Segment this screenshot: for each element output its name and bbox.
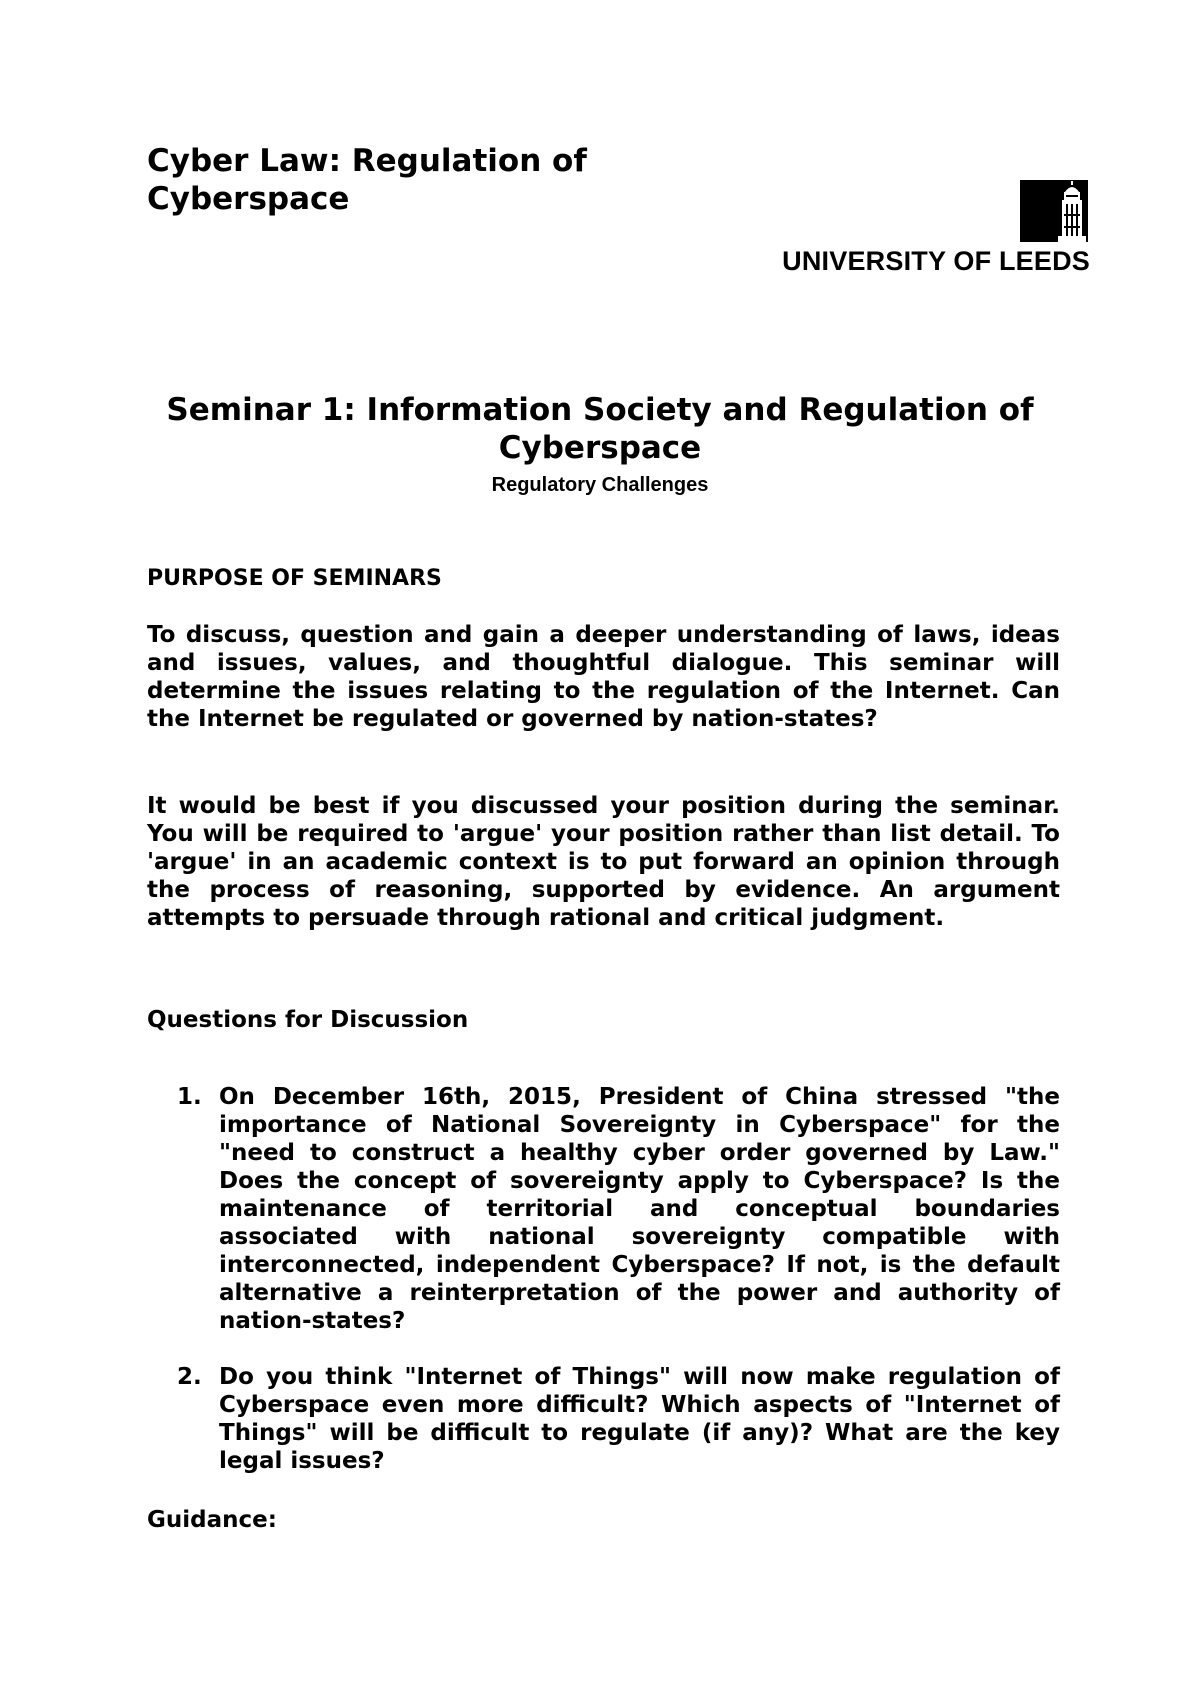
parkinson-tower-icon — [1020, 180, 1088, 242]
course-title: Cyber Law: Regulation of Cyberspace — [147, 143, 587, 217]
question-number: 2. — [177, 1364, 202, 1390]
purpose-paragraph: To discuss, question and gain a deeper understanding of laws, ideas and issues, values, and thoughtful dialogue. This seminar will determine the issues relating to the regulation of the Internet. Can the Internet be regulated or governed by nation-states? — [147, 622, 1060, 732]
purpose-heading: PURPOSE OF SEMINARS — [147, 566, 442, 591]
questions-list — [147, 1083, 1060, 1475]
question-text: On December 16th, 2015, President of China stressed "the importance of National Sovereignty in Cyberspace" for the "need to construct a healthy cyber order governed by Law." Does the concept of sovereignty apply to Cyberspace? Is the maintenance of territorial and conceptual boundaries associated with national sovereignty compatible with interconnected, independent Cyberspace? If not, is the default alternative a reinterpretation of the power and authority of nation-states? — [219, 1084, 1060, 1334]
purpose-paragraph: It would be best if you discussed your position during the seminar. You will be required to 'argue' your position rather than list detail. To 'argue' in an academic context is to put forward an opinion through the process of reasoning, supported by evidence. An argument attempts to persuade through rational and critical judgment. — [147, 793, 1060, 931]
university-logo — [720, 180, 1090, 280]
seminar-subtitle: Regulatory Challenges — [491, 474, 709, 496]
question-item — [147, 1083, 1060, 1335]
question-number: 1. — [177, 1084, 202, 1110]
guidance-heading: Guidance: — [147, 1507, 277, 1533]
question-text: Do you think "Internet of Things" will now make regulation of Cyberspace even more difficult? Which aspects of "Internet of Things" will be difficult to regulate (if any)? What are the key legal issues? — [219, 1364, 1060, 1474]
seminar-title: Seminar 1: Information Society and Regulation of Cyberspace — [166, 392, 1034, 466]
questions-heading: Questions for Discussion — [147, 1007, 469, 1033]
university-logo-text: UNIVERSITY OF LEEDS — [782, 246, 1090, 276]
question-item — [147, 1363, 1060, 1475]
